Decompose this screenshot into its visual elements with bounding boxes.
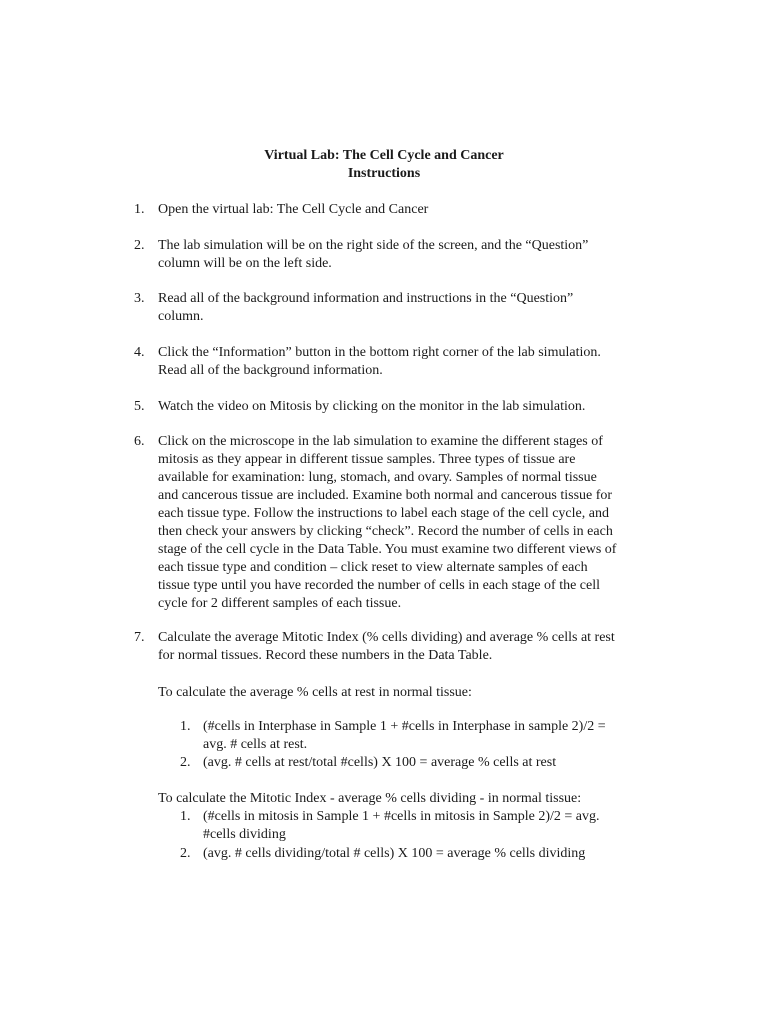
step-line: then check your answers by clicking “check”. Record the number of cells in each — [158, 524, 613, 539]
document-title: Virtual Lab: The Cell Cycle and Cancer — [264, 148, 504, 163]
step-text — [158, 398, 654, 416]
step-line: mitosis as they appear in different tissue samples. Three types of tissue are — [158, 452, 576, 467]
sub-item-number: 2. — [180, 755, 191, 770]
sub-item-number: 1. — [180, 719, 191, 734]
step-line: Read all of the background information and instructions in the “Question” — [158, 291, 574, 306]
step-line: column will be on the left side. — [158, 256, 332, 271]
rest-calculation-heading: To calculate the average % cells at rest in normal tissue: — [158, 685, 472, 700]
step-line: available for examination: lung, stomach, and ovary. Samples of normal tissue — [158, 470, 597, 485]
sub-item-text — [203, 718, 659, 754]
step-number: 6. — [134, 434, 145, 449]
sub-item-line: (avg. # cells at rest/total #cells) X 100 = average % cells at rest — [203, 755, 557, 770]
step-line: for normal tissues. Record these numbers in the Data Table. — [158, 648, 493, 663]
step-line: Open the virtual lab: The Cell Cycle and Cancer — [158, 202, 429, 217]
step-line: column. — [158, 309, 204, 324]
step-line: The lab simulation will be on the right side of the screen, and the “Question” — [158, 238, 589, 253]
step-number: 3. — [134, 291, 145, 306]
step-text — [158, 237, 654, 273]
step-text — [158, 201, 654, 219]
step-line: Click the “Information” button in the bottom right corner of the lab simulation. — [158, 345, 601, 360]
sub-item-line: avg. # cells at rest. — [203, 737, 308, 752]
step-line: stage of the cell cycle in the Data Table. You must examine two different views of — [158, 542, 617, 557]
sub-item-number: 1. — [180, 809, 191, 824]
sub-item-line: (#cells in Interphase in Sample 1 + #cells in Interphase in sample 2)/2 = — [203, 719, 606, 734]
step-line: and cancerous tissue are included. Examine both normal and cancerous tissue for — [158, 488, 613, 503]
mitotic-index-heading: To calculate the Mitotic Index - average % cells dividing - in normal tissue: — [158, 791, 582, 806]
step-line: Calculate the average Mitotic Index (% cells dividing) and average % cells at rest — [158, 630, 615, 645]
step-line: Watch the video on Mitosis by clicking on the monitor in the lab simulation. — [158, 399, 586, 414]
sub-item-text — [203, 845, 659, 863]
step-number: 7. — [134, 630, 145, 645]
step-number: 4. — [134, 345, 145, 360]
step-number: 1. — [134, 202, 145, 217]
step-line: tissue type until you have recorded the number of cells in each stage of the cell — [158, 578, 601, 593]
step-text — [158, 344, 654, 380]
sub-item-line: #cells dividing — [203, 827, 286, 842]
sub-item-text — [203, 808, 659, 844]
sub-item-number: 2. — [180, 846, 191, 861]
step-line: Read all of the background information. — [158, 363, 383, 378]
document-subtitle: Instructions — [347, 166, 421, 181]
step-line: each tissue type and condition – click reset to view alternate samples of each — [158, 560, 588, 575]
sub-item-text — [203, 754, 659, 772]
step-number: 5. — [134, 399, 145, 414]
step-line: cycle for 2 different samples of each tissue. — [158, 596, 402, 611]
step-text — [158, 290, 654, 326]
step-number: 2. — [134, 238, 145, 253]
step-text — [158, 433, 654, 613]
step-text — [158, 629, 654, 665]
sub-item-line: (avg. # cells dividing/total # cells) X 100 = average % cells dividing — [203, 846, 586, 861]
step-line: Click on the microscope in the lab simulation to examine the different stages of — [158, 434, 603, 449]
sub-item-line: (#cells in mitosis in Sample 1 + #cells in mitosis in Sample 2)/2 = avg. — [203, 809, 600, 824]
step-line: each tissue type. Follow the instructions to label each stage of the cell cycle, and — [158, 506, 609, 521]
